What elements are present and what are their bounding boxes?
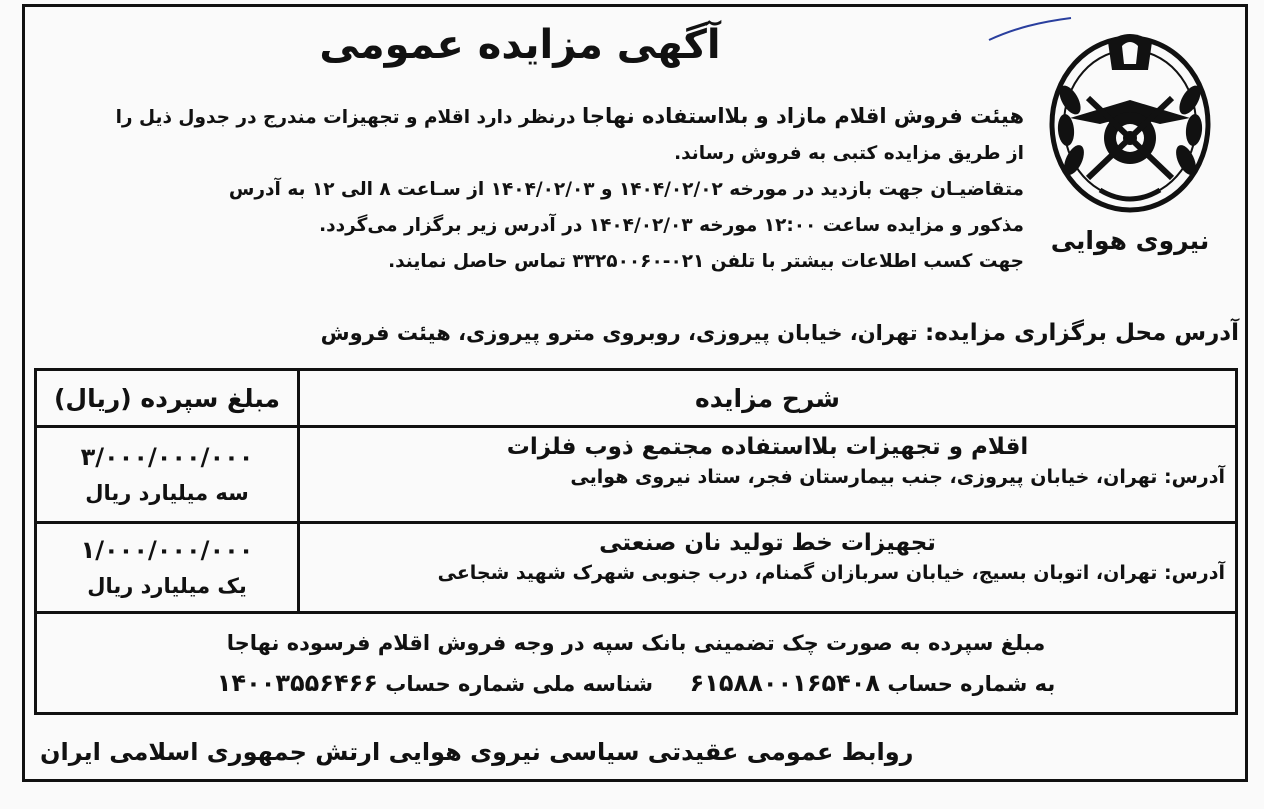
header-description: شرح مزایده bbox=[299, 370, 1237, 427]
lot-title: تجهیزات خط تولید نان صنعتی bbox=[599, 530, 936, 556]
table-row bbox=[36, 427, 1237, 523]
deposit-words: یک میلیارد ریال bbox=[87, 573, 247, 598]
lot-address: آدرس: تهران، اتوبان بسیج، خیابان سربازان گمنام، درب جنوبی شهرک شهید شجاعی bbox=[437, 562, 1225, 584]
lot-description-cell bbox=[299, 523, 1237, 613]
intro-line-3: متقاضیـان جهت بازدید در مورخه ۱۴۰۴/۰۲/۰۲ و ۱۴۰۴/۰۲/۰۳ از سـاعت ۸ الی ۱۲ به آدرس bbox=[228, 179, 1024, 200]
table-row bbox=[36, 523, 1237, 613]
header-deposit: مبلغ سپرده (ریال) bbox=[36, 370, 299, 427]
venue-label: آدرس محل برگزاری مزایده: bbox=[925, 320, 1239, 346]
account-number: ۶۱۵۸۸۰۰۱۶۵۴۰۸ bbox=[689, 668, 881, 697]
intro-paragraph bbox=[34, 98, 1024, 280]
notice-title: آگهی مزایده عمومی bbox=[319, 22, 721, 68]
venue-address bbox=[34, 320, 1239, 346]
national-id-label: شناسه ملی شماره حساب bbox=[385, 671, 654, 696]
deposit-number: ۱/۰۰۰/۰۰۰/۰۰۰ bbox=[80, 535, 254, 564]
national-id: ۱۴۰۰۳۵۵۶۴۶۶ bbox=[216, 668, 378, 697]
lot-title: اقلام و تجهیزات بلااستفاده مجتمع ذوب فلزات bbox=[506, 434, 1029, 460]
lot-address: آدرس: تهران، خیابان پیروزی، جنب بیمارستان فجر، ستاد نیروی هوایی bbox=[570, 466, 1225, 488]
lot-deposit-cell bbox=[36, 523, 299, 613]
air-force-emblem-icon bbox=[1040, 20, 1220, 220]
table-footer-row bbox=[36, 613, 1237, 714]
table-header-row bbox=[36, 370, 1237, 427]
lot-deposit-cell bbox=[36, 427, 299, 523]
public-relations-signature: روابط عمومی عقیدتی سیاسی نیروی هوایی ارتش جمهوری اسلامی ایران bbox=[40, 738, 914, 766]
payment-note-line-1: مبلغ سپرده به صورت چک تضمینی بانک سپه در وجه فروش اقلام فرسوده نهاجا bbox=[226, 630, 1046, 655]
deposit-payment-note bbox=[36, 613, 1237, 714]
intro-line-2: از طریق مزایده کتبی به فروش رساند. bbox=[674, 143, 1024, 164]
venue-value: تهران، خیابان پیروزی، روبروی مترو پیروزی، هیئت فروش bbox=[320, 321, 918, 345]
auction-lots-table bbox=[34, 368, 1238, 715]
emblem-caption: نیروی هوایی bbox=[1050, 226, 1210, 255]
lot-description-cell bbox=[299, 427, 1237, 523]
intro-line-1 bbox=[34, 98, 1024, 136]
intro-line-4: مذکور و مزایده ساعت ۱۲:۰۰ مورخه ۱۴۰۴/۰۲/۰۳ در آدرس زیر برگزار می‌گردد. bbox=[319, 215, 1024, 236]
intro-line-5: جهت کسب اطلاعات بیشتر با تلفن ۰۲۱-۳۳۲۵۰۰۶۰ تماس حاصل نمایند. bbox=[388, 251, 1024, 272]
account-label: به شماره حساب bbox=[887, 671, 1056, 696]
deposit-words: سه میلیارد ریال bbox=[85, 480, 249, 505]
deposit-number: ۳/۰۰۰/۰۰۰/۰۰۰ bbox=[80, 442, 254, 471]
intro-line-1-rest: درنظر دارد اقلام و تجهیزات مندرج در جدول ذیل را bbox=[115, 107, 576, 128]
payment-note-line-2 bbox=[45, 663, 1227, 704]
emblem bbox=[1030, 20, 1230, 270]
organization-name: هیئت فروش اقلام مازاد و بلااستفاده نهاجا bbox=[581, 104, 1024, 128]
